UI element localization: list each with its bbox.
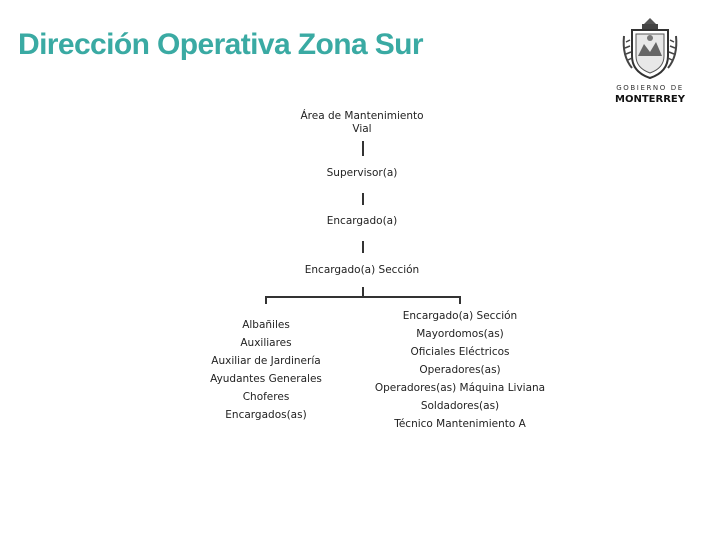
connector-right [459, 296, 461, 304]
left-group-item: Choferes [242, 391, 290, 403]
connector-2 [362, 193, 364, 205]
right-group-item: Encargado(a) Sección [402, 310, 518, 322]
connector-left [265, 296, 267, 304]
left-group-item: Auxiliar de Jardinería [211, 355, 321, 367]
node-left-group [196, 316, 336, 424]
connector-branch [265, 296, 460, 298]
node-right-group [370, 307, 550, 433]
node-area-line2: Vial [352, 123, 372, 135]
node-area-mantenimiento [262, 110, 462, 136]
left-group-item: Encargados(as) [225, 409, 307, 421]
left-group-item: Ayudantes Generales [210, 373, 322, 385]
logo-government-label: GOBIERNO DE [616, 84, 684, 92]
right-group-item: Mayordomos(as) [416, 328, 504, 340]
connector-1 [362, 141, 364, 156]
right-group-item: Soldadores(as) [420, 400, 500, 412]
node-encargado-seccion: Encargado(a) Sección [304, 264, 420, 276]
left-group-item: Albañiles [242, 319, 290, 331]
logo-city-label: MONTERREY [615, 94, 685, 105]
right-group-item: Oficiales Eléctricos [410, 346, 510, 358]
page-title: Dirección Operativa Zona Sur [18, 28, 423, 61]
right-group-item: Operadores(as) [419, 364, 501, 376]
node-area-line1: Área de Mantenimiento [300, 110, 424, 122]
node-supervisor: Supervisor(a) [326, 167, 398, 179]
node-encargado: Encargado(a) [326, 215, 398, 227]
connector-3 [362, 241, 364, 253]
left-group-item: Auxiliares [240, 337, 292, 349]
right-group-item: Técnico Mantenimiento A [394, 418, 526, 430]
right-group-item: Operadores(as) Máquina Liviana [374, 382, 546, 394]
